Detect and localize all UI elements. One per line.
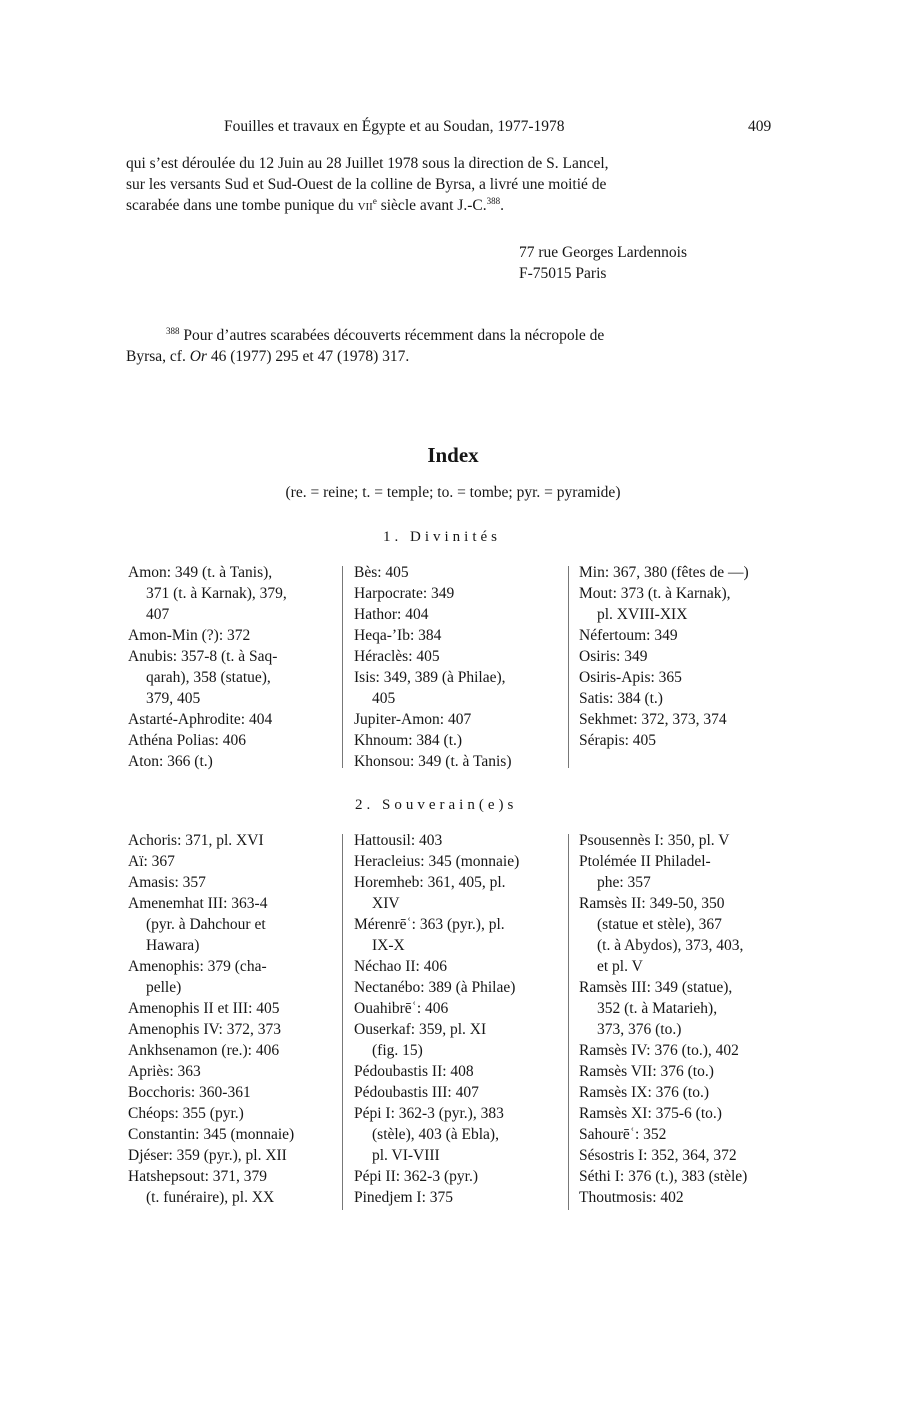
index-entry: Pédoubastis III: 407 (354, 1084, 479, 1101)
index-entry-continuation: 379, 405 (146, 690, 201, 707)
running-title: Fouilles et travaux en Égypte et au Soudan, 1977-1978 (224, 118, 565, 135)
index-entry: Isis: 349, 389 (à Philae), (354, 669, 506, 686)
column-divider (568, 834, 569, 1210)
index-entry: Ramsès VII: 376 (to.) (579, 1063, 714, 1080)
index-entry-continuation: (statue et stèle), 367 (597, 916, 722, 933)
index-entry-continuation: pl. XVIII-XIX (597, 606, 688, 623)
index-entry: Psousennès I: 350, pl. V (579, 832, 730, 849)
index-entry-continuation: qarah), 358 (statue), (146, 669, 271, 686)
index-entry: Hattousil: 403 (354, 832, 443, 849)
index-entry-continuation: (stèle), 403 (à Ebla), (372, 1126, 499, 1143)
index-entry: Astarté-Aphrodite: 404 (128, 711, 273, 728)
index-entry-continuation: XIV (372, 895, 400, 912)
index-entry: Hathor: 404 (354, 606, 429, 623)
index-entry: Ptolémée II Philadel- (579, 853, 711, 870)
index-column (128, 830, 334, 1208)
index-entry: Ramsès XI: 375-6 (to.) (579, 1105, 722, 1122)
index-entry: Hatshepsout: 371, 379 (128, 1168, 268, 1185)
century-superscript: e (372, 195, 377, 206)
index-entry-continuation: IX-X (372, 937, 405, 954)
index-entry: Athéna Polias: 406 (128, 732, 246, 749)
footnote-line-1 (166, 327, 604, 345)
index-entry: Apriès: 363 (128, 1063, 201, 1080)
index-entry: Khonsou: 349 (t. à Tanis) (354, 753, 512, 770)
index-entry: Néfertoum: 349 (579, 627, 678, 644)
index-entry: Satis: 384 (t.) (579, 690, 663, 707)
index-entry: Amenophis: 379 (cha- (128, 958, 267, 975)
index-entry-continuation: (t. funéraire), pl. XX (146, 1189, 275, 1206)
index-entry: Bocchoris: 360-361 (128, 1084, 251, 1101)
index-entry: Néchao II: 406 (354, 958, 447, 975)
index-entry: Heqa-’Ib: 384 (354, 627, 442, 644)
paragraph-line-3 (126, 197, 504, 215)
paragraph-line-3-text: scarabée dans une tombe punique du (126, 197, 358, 214)
index-entry-continuation: Hawara) (146, 937, 200, 954)
index-entry: Amon: 349 (t. à Tanis), (128, 564, 273, 581)
index-entry: Ouserkaf: 359, pl. XI (354, 1021, 487, 1038)
index-entry: Pédoubastis II: 408 (354, 1063, 474, 1080)
index-entry: Khnoum: 384 (t.) (354, 732, 463, 749)
index-entry: Pépi II: 362-3 (pyr.) (354, 1168, 478, 1185)
index-entry: Mérenrēʿ: 363 (pyr.), pl. (354, 916, 505, 933)
index-entry: Séthi I: 376 (t.), 383 (stèle) (579, 1168, 748, 1185)
index-entry-continuation: 371 (t. à Karnak), 379, (146, 585, 287, 602)
index-entry: Pinedjem I: 375 (354, 1189, 454, 1206)
index-entry: Mout: 373 (t. à Karnak), (579, 585, 731, 602)
footnote-text: Pour d’autres scarabées découverts récemment dans la nécropole de (179, 327, 605, 344)
index-entry-continuation: 352 (t. à Matarieh), (597, 1000, 718, 1017)
index-entry: Amasis: 357 (128, 874, 206, 891)
index-entry: Amenophis IV: 372, 373 (128, 1021, 281, 1038)
index-column (354, 830, 560, 1208)
index-column (128, 562, 334, 772)
index-entry: Héraclès: 405 (354, 648, 440, 665)
index-entry: Sekhmet: 372, 373, 374 (579, 711, 727, 728)
address-line-1: 77 rue Georges Lardennois (519, 244, 688, 261)
index-entry: Harpocrate: 349 (354, 585, 455, 602)
index-abbreviations: (re. = reine; t. = temple; to. = tombe; pyr. = pyramide) (285, 484, 621, 501)
paragraph-line-1: qui s’est déroulée du 12 Juin au 28 Juillet 1978 sous la direction de S. Lancel, (126, 155, 609, 172)
index-column (579, 830, 785, 1208)
index-entry-continuation: 407 (146, 606, 170, 623)
page-number: 409 (748, 118, 772, 135)
index-entry: Osiris-Apis: 365 (579, 669, 682, 686)
index-entry: Min: 367, 380 (fêtes de —) (579, 564, 749, 581)
index-entry: Jupiter-Amon: 407 (354, 711, 472, 728)
address-line-2: F-75015 Paris (519, 265, 607, 282)
index-entry-continuation: et pl. V (597, 958, 643, 975)
index-entry: Ankhsenamon (re.): 406 (128, 1042, 280, 1059)
index-entry: Chéops: 355 (pyr.) (128, 1105, 244, 1122)
index-entry: Ramsès IV: 376 (to.), 402 (579, 1042, 739, 1059)
index-entry: Heracleius: 345 (monnaie) (354, 853, 520, 870)
column-divider (568, 566, 569, 768)
index-entry: Ramsès II: 349-50, 350 (579, 895, 725, 912)
index-column (354, 562, 560, 772)
footnote-line-2-pre: Byrsa, cf. (126, 348, 190, 365)
index-entry: Pépi I: 362-3 (pyr.), 383 (354, 1105, 504, 1122)
index-entry: Ouahibrēʿ: 406 (354, 1000, 449, 1017)
column-divider (342, 834, 343, 1210)
index-entry: Constantin: 345 (monnaie) (128, 1126, 295, 1143)
index-entry: Achoris: 371, pl. XVI (128, 832, 264, 849)
index-entry: Thoutmosis: 402 (579, 1189, 684, 1206)
index-entry: Horemheb: 361, 405, pl. (354, 874, 506, 891)
index-entry: Amenemhat III: 363-4 (128, 895, 268, 912)
index-entry-continuation: 373, 376 (to.) (597, 1021, 682, 1038)
index-entry: Anubis: 357-8 (t. à Saq- (128, 648, 278, 665)
paragraph-line-2: sur les versants Sud et Sud-Ouest de la colline de Byrsa, a livré une moitié de (126, 176, 607, 193)
index-entry: Nectanébo: 389 (à Philae) (354, 979, 516, 996)
footnote-number: 388 (166, 325, 180, 336)
century-numeral: vii (357, 197, 373, 214)
index-entry-continuation: 405 (372, 690, 396, 707)
index-entry: Sésostris I: 352, 364, 372 (579, 1147, 737, 1164)
index-entry: Osiris: 349 (579, 648, 648, 665)
paragraph-line-3-end: . (500, 197, 504, 214)
column-divider (342, 566, 343, 768)
section-heading-souverains: 2. Souverain(e)s (355, 797, 518, 813)
index-entry: Ramsès III: 349 (statue), (579, 979, 733, 996)
journal-abbreviation: Or (189, 348, 207, 365)
index-entry-continuation: pl. VI-VIII (372, 1147, 440, 1164)
index-entry: Aton: 366 (t.) (128, 753, 213, 770)
section-heading-divinites: 1. Divinités (383, 529, 501, 545)
footnote-line-2 (126, 348, 409, 366)
index-column (579, 562, 785, 751)
index-entry: Amon-Min (?): 372 (128, 627, 251, 644)
index-entry: Sérapis: 405 (579, 732, 657, 749)
index-entry: Amenophis II et III: 405 (128, 1000, 280, 1017)
paragraph-line-3-after: siècle avant J.-C. (376, 197, 487, 214)
index-title: Index (427, 443, 479, 467)
footnote-line-2-post: 46 (1977) 295 et 47 (1978) 317. (206, 348, 410, 365)
index-entry-continuation: phe: 357 (597, 874, 651, 891)
index-entry: Ramsès IX: 376 (to.) (579, 1084, 710, 1101)
index-entry-continuation: (pyr. à Dahchour et (146, 916, 266, 933)
footnote-reference: 388 (486, 195, 501, 206)
index-entry: Djéser: 359 (pyr.), pl. XII (128, 1147, 287, 1164)
index-entry: Sahourēʿ: 352 (579, 1126, 667, 1143)
index-entry-continuation: (fig. 15) (372, 1042, 423, 1059)
index-entry: Aï: 367 (128, 853, 175, 870)
index-entry: Bès: 405 (354, 564, 409, 581)
index-entry-continuation: pelle) (146, 979, 182, 996)
index-entry-continuation: (t. à Abydos), 373, 403, (597, 937, 744, 954)
